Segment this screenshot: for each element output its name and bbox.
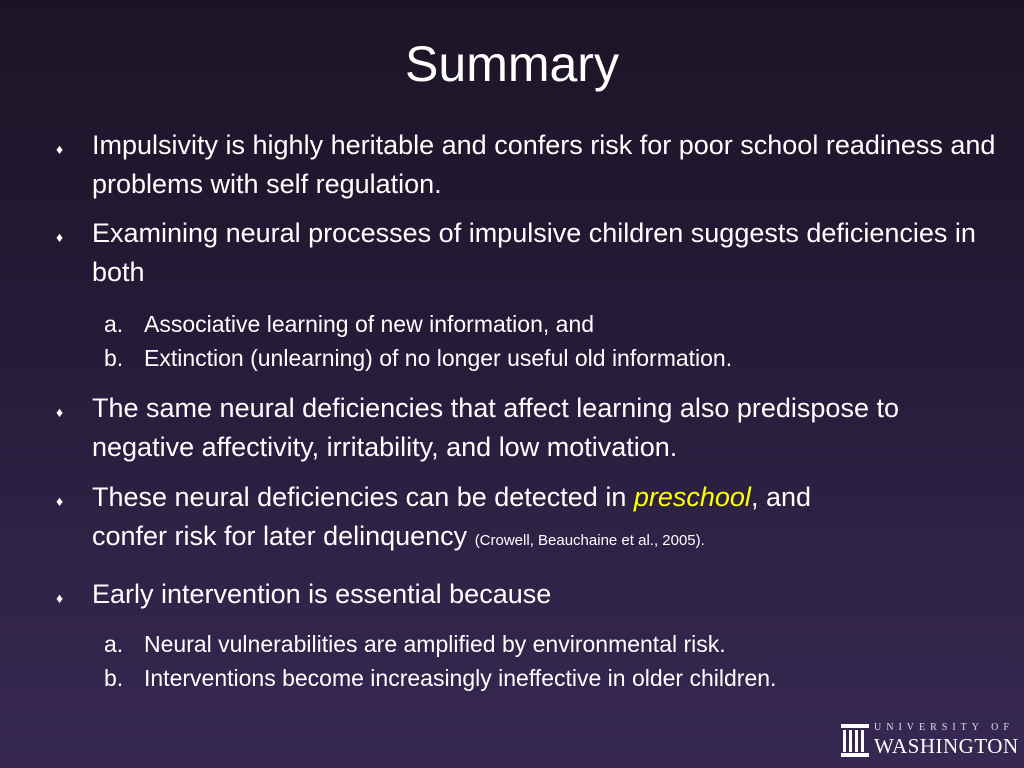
- sub-item-text: Extinction (unlearning) of no longer useful old information.: [144, 345, 733, 371]
- bullet-text: Examining neural processes of impulsive children suggests deficiencies in both: [92, 218, 976, 287]
- bullet-text: Early intervention is essential because: [92, 579, 552, 609]
- sub-list-item: [104, 628, 984, 660]
- bullet-item: [56, 478, 1002, 560]
- sub-item-label: a.: [104, 311, 124, 337]
- diamond-bullet-icon: ♦: [56, 404, 64, 420]
- bullet-text: Impulsivity is highly heritable and confers risk for poor school readiness and problems with self regulation.: [92, 130, 996, 199]
- bullet-item: [56, 126, 1002, 204]
- bullet-text-part: confer risk for later delinquency: [92, 521, 475, 551]
- bullet-text-part: These neural deficiencies can be detected in: [92, 482, 634, 512]
- slide-title: Summary: [405, 36, 619, 92]
- sub-list-item: [104, 342, 984, 374]
- bullet-text-part: , and: [750, 482, 811, 512]
- university-w-emblem-icon: [840, 722, 870, 760]
- highlighted-word: preschool: [633, 482, 751, 512]
- diamond-bullet-icon: ♦: [56, 493, 64, 509]
- sub-item-label: b.: [104, 665, 124, 691]
- logo-top-text: UNIVERSITY OF: [874, 722, 1014, 733]
- sub-item-text: Neural vulnerabilities are amplified by environmental risk.: [144, 631, 726, 657]
- university-logo: [840, 722, 1020, 762]
- diamond-bullet-icon: ♦: [56, 141, 64, 157]
- sub-list-item: [104, 662, 984, 694]
- bullet-item: [56, 575, 1002, 614]
- bullet-text: The same neural deficiencies that affect learning also predispose to negative affectivity, irritability, and low motivation.: [92, 393, 899, 462]
- diamond-bullet-icon: ♦: [56, 229, 64, 245]
- sub-item-label: a.: [104, 631, 124, 657]
- sub-item-label: b.: [104, 345, 124, 371]
- bullet-item: [56, 214, 1002, 292]
- diamond-bullet-icon: ♦: [56, 590, 64, 606]
- sub-list-item: [104, 308, 984, 340]
- logo-main-text: WASHINGTON: [874, 734, 1019, 758]
- citation: (Crowell, Beauchaine et al., 2005).: [474, 532, 705, 549]
- bullet-item: [56, 389, 1002, 467]
- sub-item-text: Associative learning of new information, and: [144, 311, 595, 337]
- sub-item-text: Interventions become increasingly ineffective in older children.: [144, 665, 777, 691]
